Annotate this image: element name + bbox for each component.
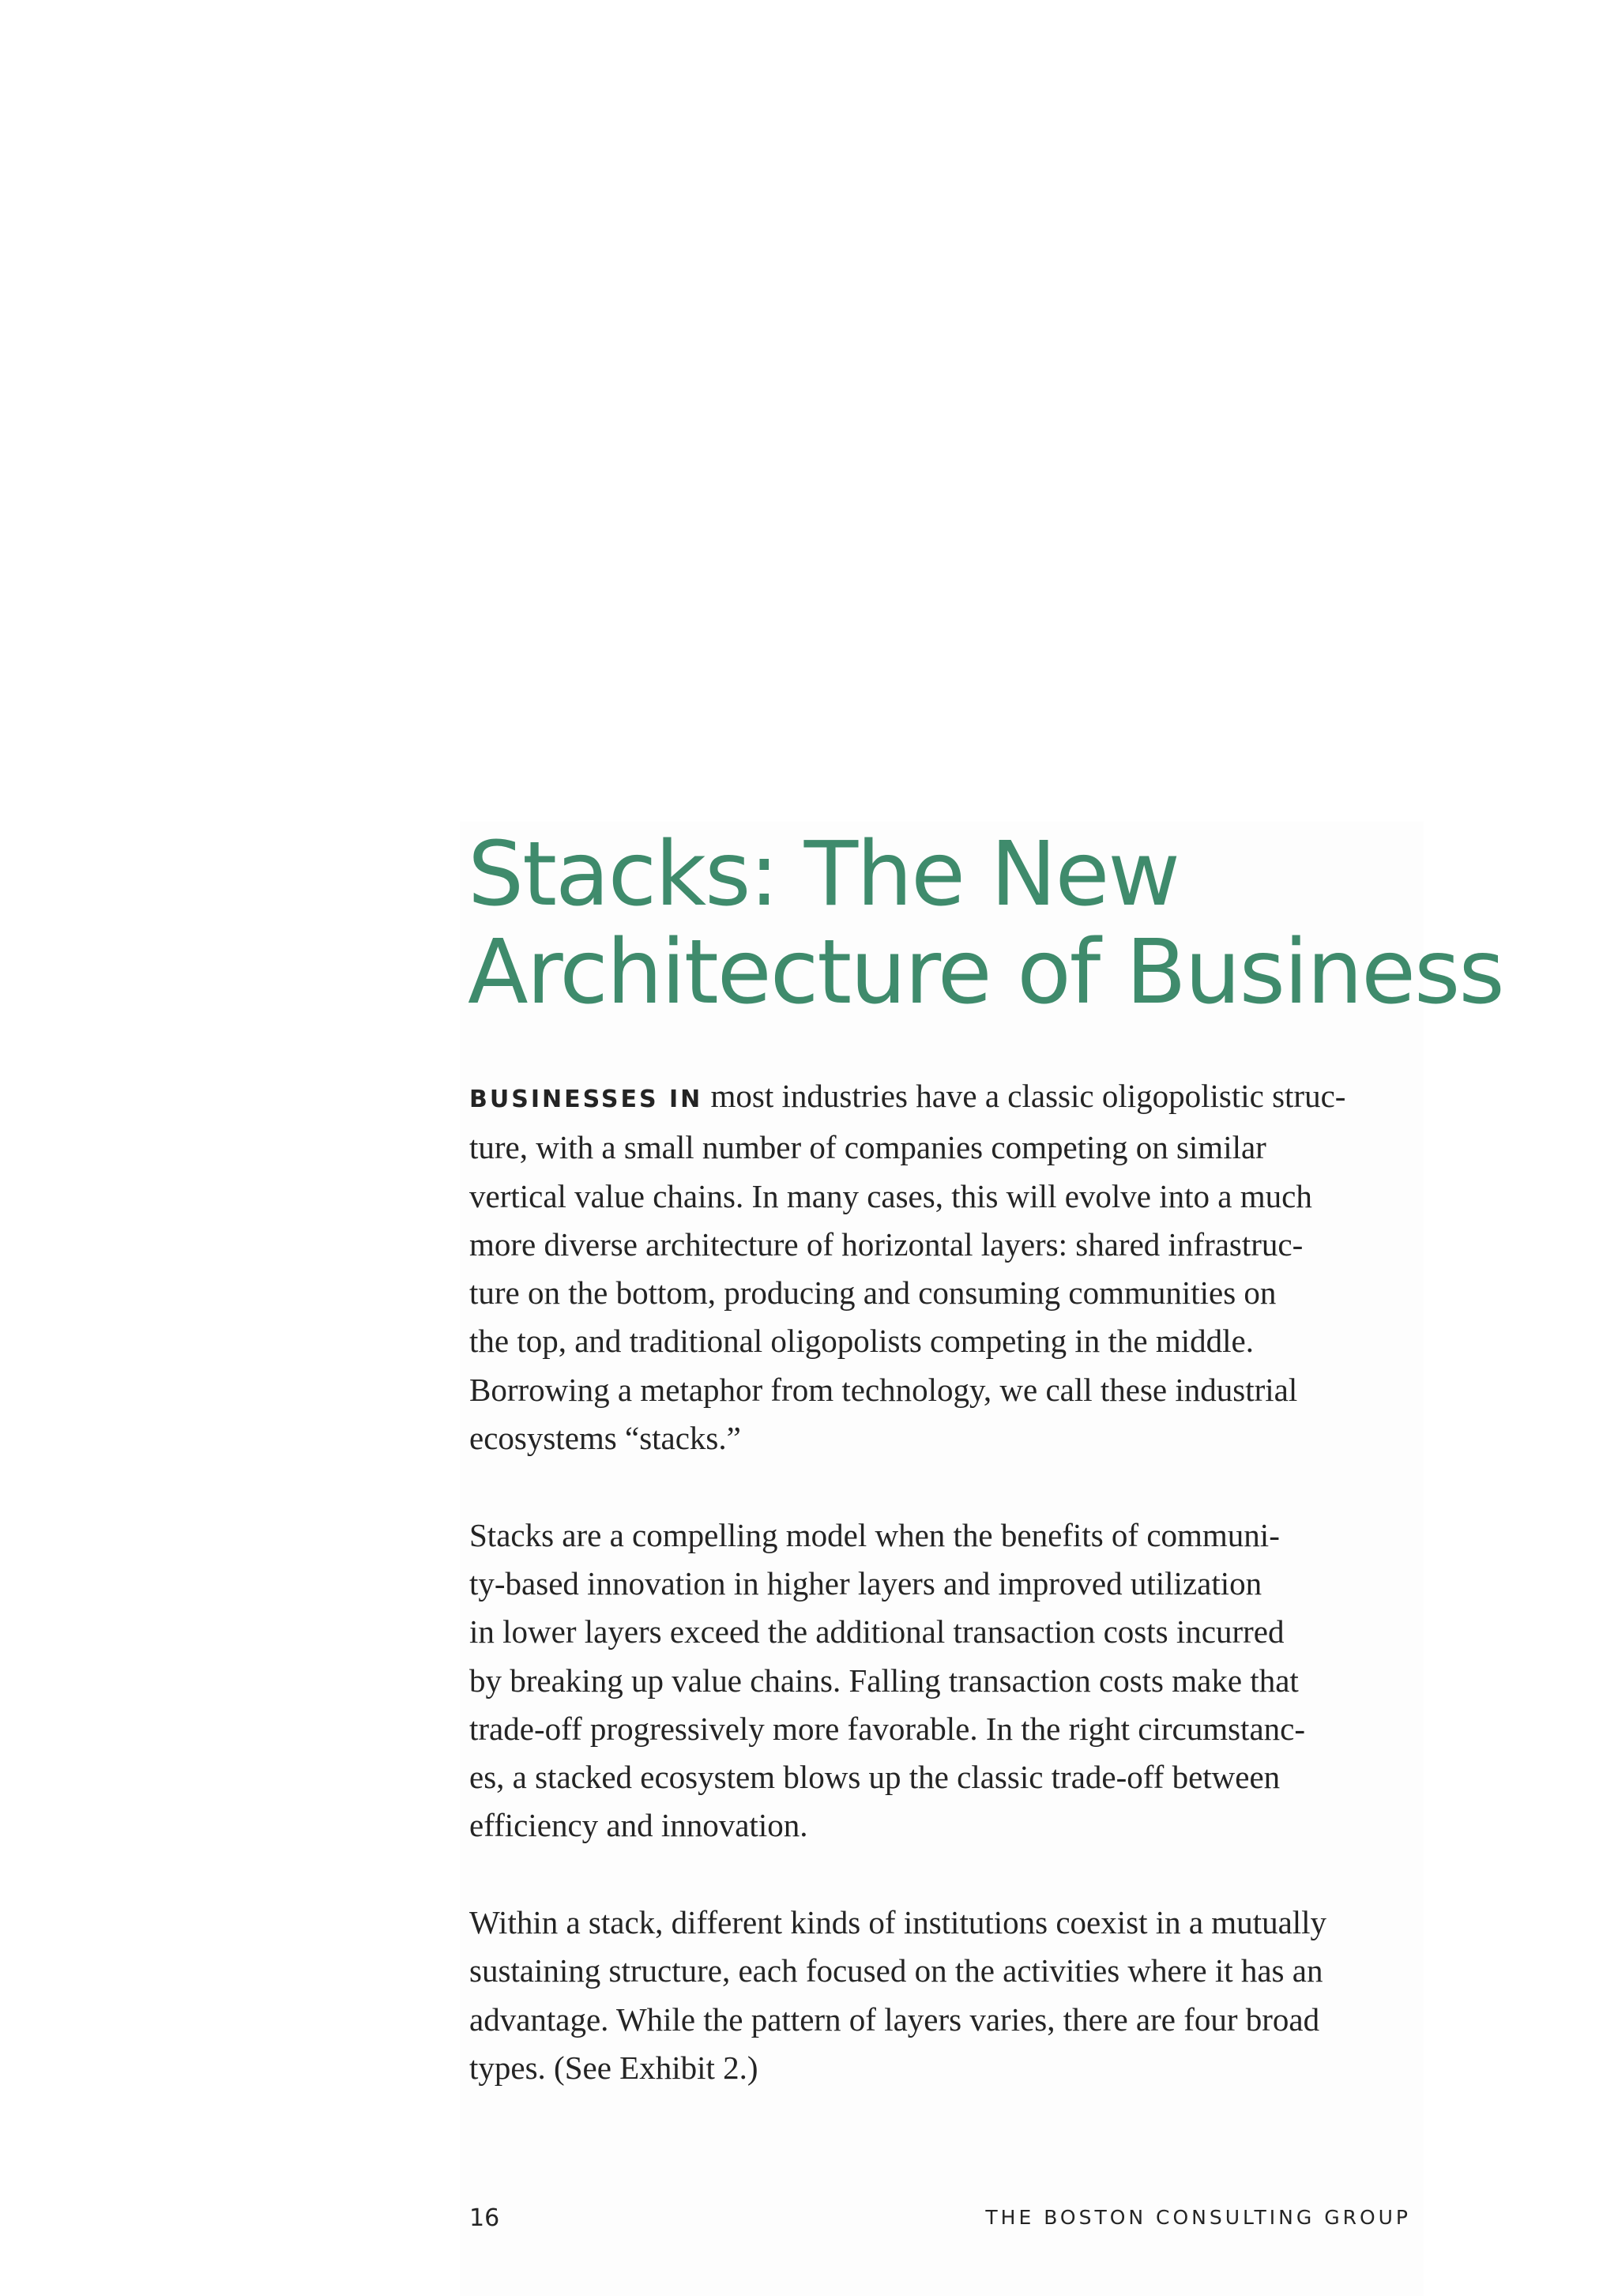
text-line: types. (See Exhibit 2.) — [469, 2049, 758, 2086]
text-line: sustaining structure, each focused on the activities where it has an — [469, 1952, 1323, 1989]
footer-organization: THE BOSTON CONSULTING GROUP — [985, 2206, 1411, 2229]
text-line: vertical value chains. In many cases, this will evolve into a much — [469, 1177, 1312, 1214]
paragraph-2 — [469, 1511, 1425, 1850]
text-line: by breaking up value chains. Falling transaction costs make that — [469, 1662, 1299, 1699]
text-line: Stacks are a compelling model when the benefits of communi- — [469, 1516, 1280, 1553]
lead-in: BUSINESSES IN — [469, 1086, 703, 1113]
text-line-content: most industries have a classic oligopolistic struc- — [710, 1078, 1346, 1114]
page-number: 16 — [469, 2204, 500, 2232]
text-line: ty-based innovation in higher layers and improved utilization — [469, 1564, 1262, 1602]
text-line: advantage. While the pattern of layers varies, there are four broad — [469, 2001, 1320, 2038]
text-line: Within a stack, different kinds of institutions coexist in a mutually — [469, 1904, 1327, 1941]
text-line: trade-off progressively more favorable. In the right circumstanc- — [469, 1710, 1305, 1747]
text-line: ture on the bottom, producing and consuming communities on — [469, 1274, 1277, 1312]
body-text — [469, 1072, 1425, 2141]
text-line: more diverse architecture of horizontal layers: shared infrastruc- — [469, 1225, 1304, 1263]
text-line: the top, and traditional oligopolists competing in the middle. — [469, 1323, 1254, 1360]
paragraph-3 — [469, 1899, 1425, 2092]
text-line: efficiency and innovation. — [469, 1807, 808, 1844]
text-line: ture, with a small number of companies competing on similar — [469, 1129, 1266, 1166]
page-title — [468, 823, 1503, 1024]
text-line: ecosystems “stacks.” — [469, 1420, 741, 1457]
text-line: Borrowing a metaphor from technology, we call these industrial — [469, 1371, 1298, 1408]
title-line: Architecture of Business — [468, 921, 1503, 1024]
text-line: in lower layers exceed the additional transaction costs incurred — [469, 1613, 1285, 1650]
text-line — [469, 1072, 1425, 1124]
text-line: es, a stacked ecosystem blows up the classic trade-off between — [469, 1759, 1281, 1796]
title-line: Stacks: The New — [468, 823, 1179, 926]
paragraph-1 — [469, 1072, 1425, 1462]
